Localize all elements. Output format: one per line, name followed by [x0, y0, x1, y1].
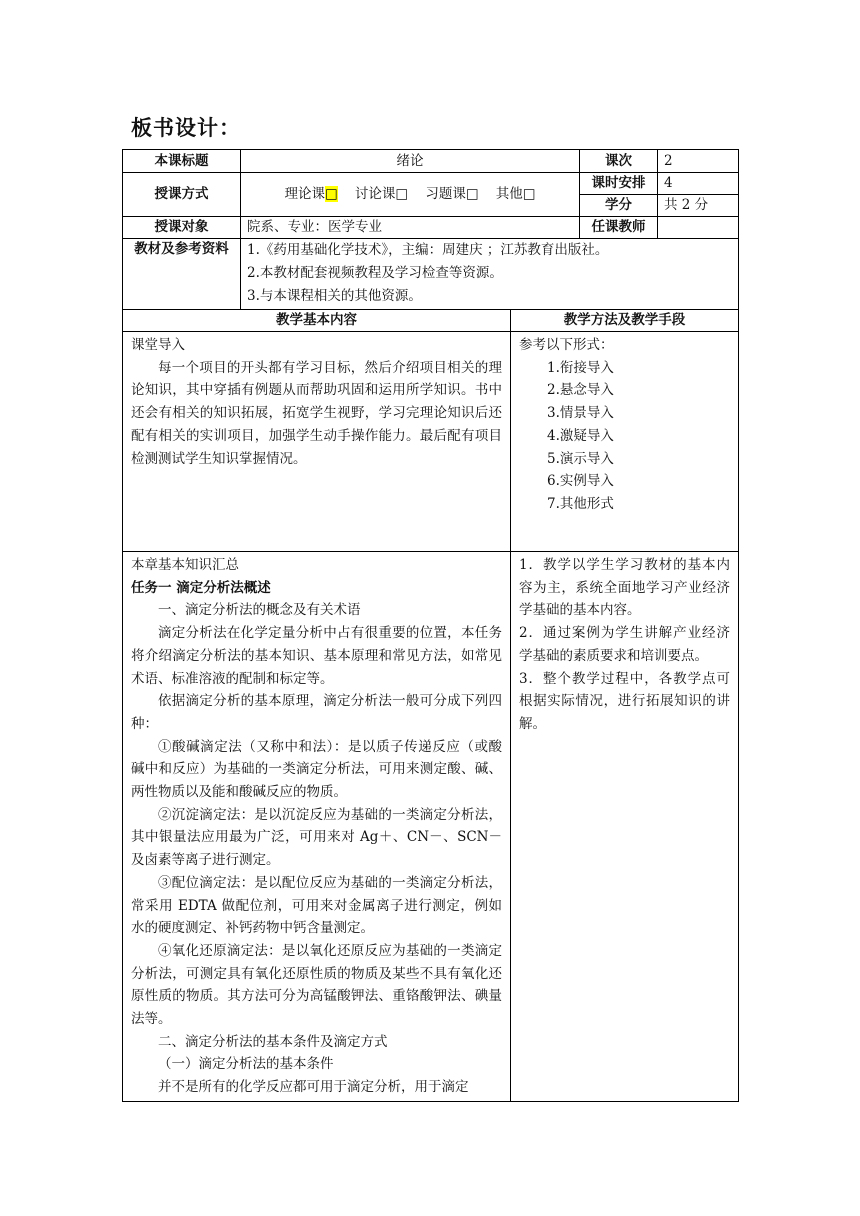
knowledge-summary: 本章基本知识汇总: [131, 557, 239, 573]
method-item: 4.激疑导入: [547, 427, 614, 444]
material-item: 3.与本课程相关的其他资源。: [247, 288, 422, 304]
knowledge-paragraph: ④氧化还原滴定法：是以氧化还原反应为基础的一类滴定分析法，可测定具有氧化还原性质的物质及某些不具有氧化还原性质的物质。其方法可分为高锰酸钾法、重铬酸钾法、碘量法等。: [131, 942, 502, 1028]
mode-other-checkbox[interactable]: □: [522, 186, 536, 202]
materials-label: 教材及参考资料: [123, 239, 241, 310]
method-item: 1.衔接导入: [547, 359, 614, 376]
mode-discussion-label: 讨论课: [354, 186, 396, 202]
knowledge-paragraph: ②沉淀滴定法：是以沉淀反应为基础的一类滴定分析法，其中银量法应用最为广泛，可用来对 Ag＋、CN－、SCN－及卤素等离子进行测定。: [131, 806, 502, 869]
teaching-mode-options: [241, 173, 580, 217]
knowledge-paragraph: （一）滴定分析法的基本条件: [158, 1056, 334, 1073]
note-item: 2．通过案例为学生讲解产业经济学基础的素质要求和培训要点。: [519, 625, 730, 664]
material-item: 2.本教材配套视频教程及学习检查等资源。: [247, 265, 503, 281]
materials-list: [241, 239, 739, 310]
row-intro: [123, 332, 739, 552]
hours-label: 课时安排: [580, 173, 658, 195]
intro-methods: [511, 332, 739, 552]
method-item: 2.悬念导入: [547, 382, 614, 399]
mode-exercise-label: 习题课: [425, 186, 466, 202]
knowledge-paragraph: 并不是所有的化学反应都可用于滴定分析，用于滴定: [158, 1079, 469, 1096]
methods-header: 教学方法及教学手段: [511, 310, 739, 332]
audience-label: 授课对象: [123, 217, 241, 239]
course-title-label: 本课标题: [123, 150, 241, 173]
intro-content: [123, 332, 511, 552]
intro-paragraph: 每一个项目的开头都有学习目标，然后介绍项目相关的理论知识，其中穿插有例题从而帮助巩固和运用所学知识。书中还会有相关的知识拓展，拓宽学生视野，学习完理论知识后还配有相关的实训项目，加强学生动手操作能力。最后配有项目检测测试学生知识掌握情况。: [131, 359, 502, 467]
method-item: 3.情景导入: [547, 405, 614, 422]
hours-value: 4: [658, 173, 739, 195]
lesson-no-label: 课次: [580, 150, 658, 173]
knowledge-paragraph: 滴定分析法在化学定量分析中占有很重要的位置，本任务将介绍滴定分析法的基本知识、基本原理和常见方法，如常见术语、标准溶液的配制和标定等。: [131, 625, 502, 687]
knowledge-content: [123, 552, 511, 1102]
knowledge-paragraph: 依据滴定分析的基本原理，滴定分析法一般可分成下列四种：: [131, 693, 502, 732]
knowledge-paragraph: 二、滴定分析法的基本条件及滴定方式: [158, 1033, 388, 1050]
mode-discussion-checkbox[interactable]: □: [395, 186, 409, 202]
lesson-no-value: 2: [658, 150, 739, 173]
method-item: 7.其他形式: [547, 495, 614, 512]
mode-other-label: 其他: [495, 186, 523, 202]
knowledge-paragraph: 一、滴定分析法的概念及有关术语: [158, 602, 361, 619]
method-item: 5.演示导入: [547, 450, 614, 467]
knowledge-notes: [511, 552, 739, 1102]
method-item: 6.实例导入: [547, 473, 614, 490]
row-audience: [123, 217, 739, 239]
task-title: 任务一 滴定分析法概述: [131, 579, 271, 596]
row-course-title: [123, 150, 739, 173]
material-item: 1.《药用基础化学技术》，主编：周建庆 ；江苏教育出版社。: [247, 242, 609, 258]
mode-theory-checkbox[interactable]: □: [324, 186, 338, 202]
lesson-plan-table: [122, 149, 739, 1102]
credit-label: 学分: [580, 195, 658, 217]
credit-value: 共 2 分: [658, 195, 739, 217]
row-section-headers: [123, 310, 739, 332]
row-knowledge: [123, 552, 739, 1102]
note-item: 3．整个教学过程中，各教学点可根据实际情况，进行拓展知识的讲解。: [519, 670, 730, 732]
intro-title: 课堂导入: [131, 337, 185, 353]
row-teaching-mode: [123, 173, 739, 195]
teacher-value: [658, 217, 739, 239]
audience-value: 院系、专业：医学专业: [241, 217, 580, 239]
knowledge-paragraph: ①酸碱滴定法（又称中和法）：是以质子传递反应（或酸碱中和反应）为基础的一类滴定分析法，可用来测定酸、碱、两性物质以及能和酸碱反应的物质。: [131, 738, 502, 801]
teaching-mode-label: 授课方式: [123, 173, 241, 217]
methods-intro: 参考以下形式：: [519, 337, 614, 353]
course-title-value: 绪论: [241, 150, 580, 173]
row-materials: [123, 239, 739, 310]
mode-exercise-checkbox[interactable]: □: [465, 186, 479, 202]
teacher-label: 任课教师: [580, 217, 658, 239]
mode-theory-label: 理论课: [284, 186, 325, 202]
knowledge-paragraph: ③配位滴定法：是以配位反应为基础的一类滴定分析法，常采用 EDTA 做配位剂，可用来对金属离子进行测定，例如水的硬度测定、补钙药物中钙含量测定。: [131, 874, 502, 937]
note-item: 1．教学以学生学习教材的基本内容为主，系统全面地学习产业经济学基础的基本内容。: [519, 557, 730, 619]
page-title: 板书设计：: [131, 116, 241, 140]
content-header: 教学基本内容: [123, 310, 511, 332]
methods-list: [519, 357, 730, 516]
